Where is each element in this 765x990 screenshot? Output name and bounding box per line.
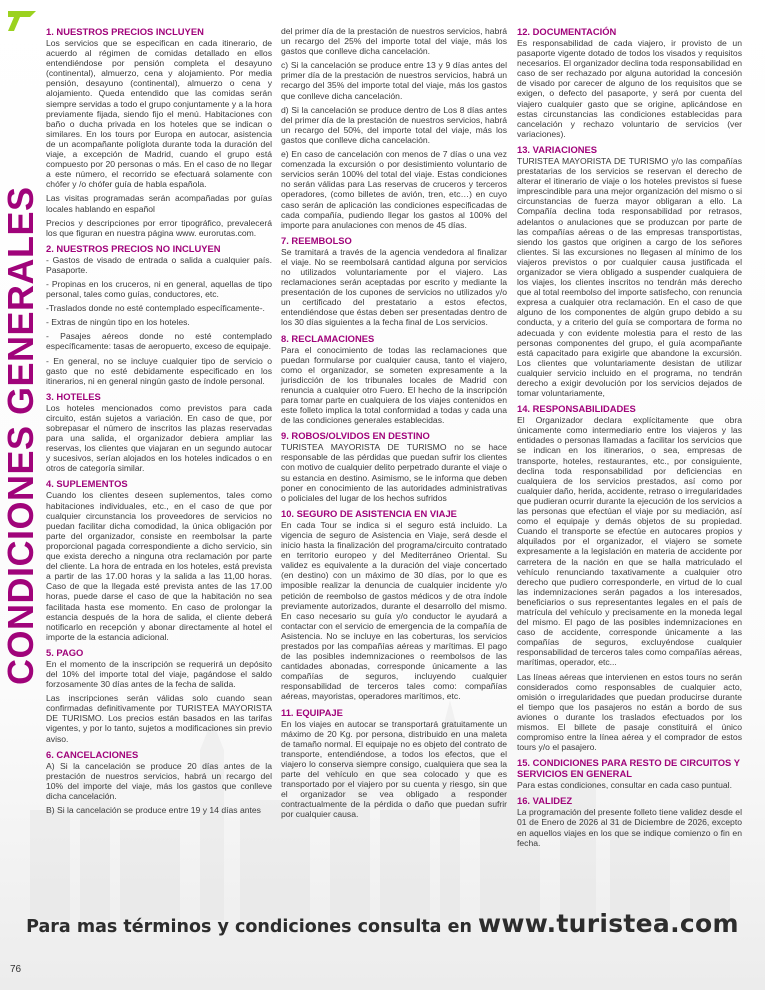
footer-url-link[interactable]: www.turistea.com [478,909,739,938]
paragraph: B) Si la cancelación se produce entre 19 y 14 días antes [46,805,261,815]
section-heading: 7. REEMBOLSO [281,234,352,246]
paragraph: -Traslados donde no esté contemplado específicamente-. [46,303,265,314]
paragraph: Para estas condiciones, consultar en cada caso puntual. [517,780,732,791]
paragraph: A) Si la cancelación se produce 20 días antes de la prestación de nuestros servicios, habrá un recargo del 10% del importe del viaje, más los gastos que conlleve dicha cancelación. [46,760,272,801]
paragraph: La programación del presente folleto tiene validez desde el 01 de Enero de 2026 al 31 de Diciembre de 2026, excepto en aquellos viajes en los que se indique comienzo o fin en fecha. [517,807,742,848]
section-heading: 2. NUESTROS PRECIOS NO INCLUYEN [46,242,221,254]
section-heading: 14. RESPONSABILIDADES [517,403,636,415]
paragraph: - En general, no se incluye cualquier tipo de servicio o gasto que no esté debidamente especificado en los itinerarios, ni en general ningún gasto de índole personal. [46,355,272,386]
paragraph: Precios y descripciones por error tipográfico, prevalecerá los que figuran en nuestra página www. eurorutas.com. [46,217,272,238]
paragraph: del primer día de la prestación de nuestros servicios, habrá un recargo del 25% del importe total del viaje, más los gastos que conlleve dicha cancelación. [281,26,507,57]
section-heading: 4. SUPLEMENTOS [46,478,128,490]
paragraph: Cuando los clientes deseen suplementos, tales como habitaciones individuales, etc., en el caso de que por cualquier circunstancia los proveedores de servicios no puedan facilitar dicha comodidad, la única obligación por parte del organizador, consiste en reembolsar la parte proporcional pagada correspondiente a dicho servicio, sin que exista derecho a ninguna otra reclamación por parte del cliente. La hora de entrada en los hoteles, está prevista a partir de las 17.00 horas y la salida a las 11,00 horas. Caso de que la llegada esté prevista antes de las 17.00 horas, puede darse el caso de que la habitación no sea facilitada hasta ese momento. En caso de prolongar la estancia después de la hora de salida, el cliente deberá notificarlo en recepción y abonar directamente al hotel el importe de la estancia adicional. [46,490,272,642]
paragraph: c) Si la cancelación se produce entre 13 y 9 días antes del primer día de la prestación de nuestros servicios, habrá un recargo del 35% del importe total del viaje, más los gastos que conlleve dicha cancelación. [281,60,507,101]
paragraph: En el momento de la inscripción se requerirá un depósito del 10% del importe total del viaje, pagándose el saldo forzosamente 30 días antes de la fecha de salida. [46,658,272,690]
paragraph: Las visitas programadas serán acompañadas por guías locales hablando en español [46,193,272,214]
section-heading: 5. PAGO [46,646,84,658]
paragraph: Es responsabilidad de cada viajero, ir provisto de un pasaporte vigente dotado de todos los visados y requisitos necesarios. El organizador declina toda responsabilidad en caso de ser rechazado por alguna autoridad la concesión de visado por carecer de alguno de los requisitos que se exigen, o defecto del pasaporte, y será por cuenta del viajero cualquier gasto que se origine, aplicándose en estas circunstancias las condiciones establecidas para cancelación y rechazo voluntario de servicios (ver variaciones). [517,38,743,139]
section-heading: 10. SEGURO DE ASISTENCIA EN VIAJE [281,507,457,519]
column-3 [517,26,742,852]
section-heading: 13. VARIACIONES [517,143,598,155]
paragraph: Para el conocimiento de todas las reclamaciones que puedan formularse por cualquier causa, tanto el viajero, como el organizador, se someten expresamente a la jurisdicción de los tribunales locales de Madrid con renuncia a cualquier otro Fuero. El hecho de la inscripción para tomar parte en cualquiera de los viajes contenidos en este folleto implica la total conformidad a todas y cada una de las condiciones generales establecidas. [281,344,507,426]
paragraph: d) Si la cancelación se produce dentro de Los 8 días antes del primer día de la prestación de nuestros servicios, habrá un recargo del 50%, del importe total del viaje, más los gastos que conlleve dicha cancelación. [281,104,507,145]
section-heading: 15. CONDICIONES PARA RESTO DE CIRCUITOS Y SERVICIOS EN GENERAL [517,757,740,780]
section-heading: 16. VALIDEZ [517,795,573,807]
paragraph: TURISTEA MAYORISTA DE TURISMO no se hace responsable de las pérdidas que puedan sufrir los clientes con motivo de cualquier delito perpetrado durante el viaje o su estancia en destino. Asimismo, se le informa que deben poner en conocimiento de las autoridades administrativas o policiales del lugar de los hechos sufridos [281,442,507,503]
paragraph: Se tramitará a través de la agencia vendedora al finalizar el viaje. No se reembolsará cantidad alguna por servicios no utilizados voluntariamente por el viajero. Las reclamaciones serán aceptadas por escrito y mediante la presentación de los cupones de servicios no utilizados y/o un certificado del prestatario a estos efectos, entendiéndose que éstas deben ser presentadas dentro de los 30 días siguientes a la fecha final de Los servicios. [281,246,507,328]
paragraph: - Propinas en los cruceros, ni en general, aquellas de tipo personal, tales como guías, conductores, etc. [46,278,272,300]
paragraph: El Organizador declara explícitamente que obra únicamente como intermediario entre los viajeros y las entidades o personas llamadas a facilitar los servicios que se indican en los itinerarios, o sea, empresas de transporte, hoteles, restaurantes, etc., por consiguiente, declina toda responsabilidad por deficiencias en cualquiera de los servicios prestados, así como por cualquier daño, herida, accidente, retraso o irregularidades que pudieran ocurrir durante la ejecución de los servicios a las personas que efectúan el viaje por su mediación, así como el equipaje y demás objetos de su propiedad. Cuando el transporte se efectúe en autocares propios y alquilados por el organizador, el viajero se somete expresamente a la legislación en materia de accidente por carretera de la nación en que se halla matriculado el vehículo renunciando taxativamente a cualquier otro derecho que pudiero corresponderle, en virtud de lo cual las indemnizaciones serán pagados a los interesados, beneficiarios o sus representantes legales en el país de matrícula del vehículo y precisamente en la moneda legal del mismo. El pago de las posibles indemnizaciones en caso de accidente, corresponde únicamente a las compañías de seguros, excluyéndose cualquier responsabilidad de terceros tales como compañías aéreas, marítimas, operador, etc... [517,415,742,668]
footer-banner [0,909,765,938]
paragraph: - Gastos de visado de entrada o salida a cualquier país. Pasaporte. [46,254,272,275]
paragraph: e) En caso de cancelación con menos de 7 días o una vez comenzada la excursión o por desistimiento voluntario de servicios serán 100% del total del viaje. Estas condiciones no serán válidas para Las reservas de cruceros y terceros operadores, (como billetes de avión, tren, etc…) en cuyo caso serán de aplicación las condiciones especificadas de cada compañía, pudiendo llegar los gastos al 100% del importe para anulaciones con menos de 45 días. [281,149,507,230]
paragraph: Los hoteles mencionados como previstos para cada circuito, están sujetos a variación. En caso de que, por sobrepasar el número de inscritos las plazas reservadas para una salida, el organizador debiera ampliar las reservas, los clientes que viajaran en un segundo autocar y sucesivos, serían alojados en los hoteles indicados o en otros de categoría similar. [46,402,272,474]
paragraph: Los servicios que se especifican en cada itinerario, de acuerdo al régimen de comidas detallado en ellos entendiéndose por pensión completa el desayuno (continental), almuerzo, cena y alojamiento. Por media pensión, desayuno (continental), almuerzo o cena y alojamiento. Queda entendido que las comidas serán siempre servidas a todo el grupo conjuntamente y a la hora previamente fijada, siendo fijo el menú. Habitaciones con baño o ducha privada en los hoteles que se indican o similares. En los tours por Europa en autocar, asistencia de un acompañante políglota durante toda la duración del viaje, a excepción de Madrid, cuando el grupo está compuesto por 20 personas o más. En el caso de no llegar a este número, el recorrido se efectuará solamente con chófer y /o chófer guía de habla española. [46,38,272,190]
paragraph: - Pasajes aéreos donde no esté contemplado específicamente: tasas de aeropuerto, exceso de equipaje. [46,331,272,352]
section-heading: 9. ROBOS/OLVIDOS EN DESTINO [281,430,430,442]
paragraph: - Extras de ningún tipo en los hoteles. [46,317,190,328]
section-heading: 1. NUESTROS PRECIOS INCLUYEN [46,26,204,37]
paragraph: En cada Tour se indica si el seguro está incluido. La vigencia de seguro de Asistencia en Viaje, será desde el inicio hasta la finalización del programa/circuito contratado en territorio europeo y del Mediterráneo Oriental. Su validez es equivalente a la duración del viaje concertado (en destino) con un máximo de 30 días, por lo que es imposible realizar la denuncia de cualquier incidente y/o petición de reembolso de gastos médicos y de otra índole previamente autorizados, durante el desarrollo del mismo. En caso necesario su guía y/o conductor le ayudará a contactar con el servicio de emergencia de la compañía de Asistencia. No se incluye en las coberturas, los servicios prestados por las compañías aéreas y marítimas. El pago de las posibles indemnizaciones o reembolsos de las cantidades abonadas, corresponde únicamente a las compañías de seguros, incluyendo cualquier responsabilidad de terceros tales como: compañías aéreas, mayoristas, operadores marítimos, etc. [281,519,507,702]
paragraph: Las líneas aéreas que intervienen en estos tours no serán considerados como responsables de cualquier acto, omisión o irregularidades que puedan producirse durante el tiempo que los pasajeros no están a bordo de sus aviones o durante los traslados efectuados por los mismos. El billete de pasaje constituirá el único compromiso entre la línea aérea y el comprador de estos tours y/o el pasajero. [517,671,742,753]
column-1 [46,26,272,819]
section-heading: 8. RECLAMACIONES [281,332,375,344]
footer-text: Para mas términos y condiciones consulta en [26,917,472,937]
column-2 [281,26,507,823]
vertical-section-title: CONDICIONES GENERALES [0,186,41,685]
section-heading: 11. EQUIPAJE [281,706,343,718]
section-heading: 6. CANCELACIONES [46,748,139,760]
section-heading: 3. HOTELES [46,390,101,402]
paragraph: Las inscripciones serán válidas solo cuando sean confirmadas definitivamente por TURISTEA MAYORISTA DE TURISMO. Los precios están basados en las tarifas vigentes, y por lo tanto, sujetos a modificaciones sin previo aviso. [46,693,272,744]
page-number: 76 [10,964,22,975]
paragraph: En los viajes en autocar se transportará gratuitamente un máximo de 20 Kg. por persona, distribuido en una maleta de tamaño normal. El equipaje no es objeto del contrato de transporte, entendiéndose, a todos los efectos, que el viajero lo conserva siempre consigo, cualquiera que sea la parte del vehículo en que sea colocado y que es transportado por el viajero por su cuenta y riesgo, sin que el organizador se vea obligado a responder contractualmente de la pérdida o daño que puedan sufrir por cualquier causa. [281,718,507,820]
paragraph: TURISTEA MAYORISTA DE TURISMO y/o las compañías prestatarias de los servicios se reservan el derecho de alterar el itinerario de viaje o los hoteles previstos si fuese imprescindible para una mejor organización del mismo o si circunstancias de fuerza mayor obligaran a ello. La Compañía declina toda responsabilidad por retrasos, adelantos o anulaciones que se produzcan por parte de las compañías aéreas o de las empresas transportistas, siendo los gastos que originen a cargo de los señores clientes. Si las excursiones no llegasen al mínimo de los viajeros previstos o por cualquier causa justificada el organizador se viera obligado a suspender cualquiera de los viajes, los clientes inscritos no tendrán más derecho que al total reembolso del importe satisfecho, con renuncia expresa a cualquier otra reclamación. En el caso de que alguno de los componentes de algún grupo debido a su conducta, y a criterio del guía se comportara de forma no adecuada y con evidente molestia para el resto de las personas componentes del grupo, el guía acompañante está capacitado para exigirle que abandone la excursión. Los clientes que voluntariamente desistan de utilizar cualquier servicio incluido en el programa, no tendrán derecho a exigir devolución por los servicios dejados de tomar voluntariamente, [517,155,742,399]
section-heading: 12. DOCUMENTACIÓN [517,26,617,37]
